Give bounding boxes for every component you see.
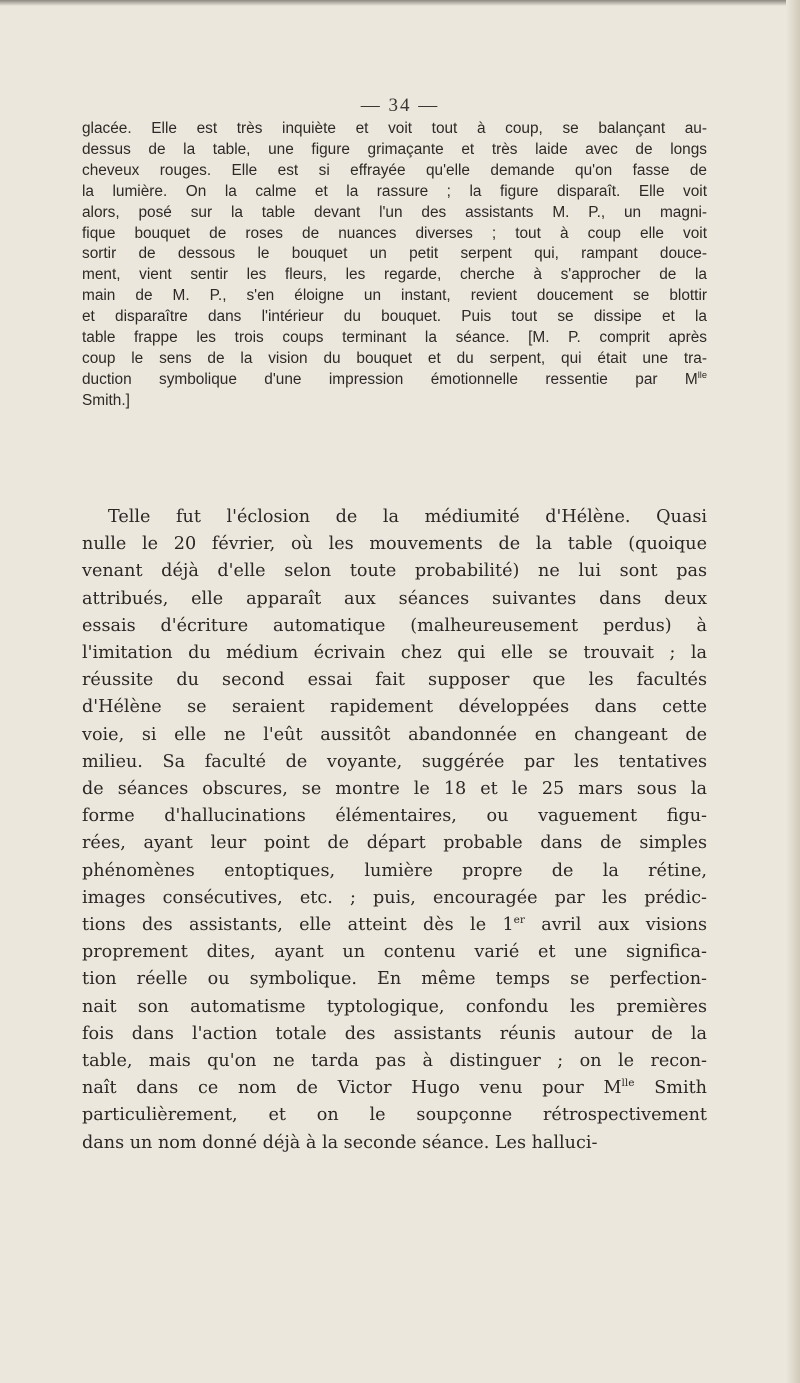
page-right-edge-shadow — [786, 0, 800, 1383]
text-line-with-superscript — [82, 370, 707, 391]
text-line: glacée. Elle est très inquiète et voit tout à coup, se balançant au- — [82, 120, 707, 137]
text-line: dessus de la table, une figure grimaçante et très laide avec de longs — [82, 140, 707, 158]
text-line: coup le sens de la vision du bouquet et du serpent, qui était une tra- — [82, 349, 707, 367]
text-line: phénomènes entoptiques, lumière propre de la rétine, — [82, 860, 707, 881]
text-line: ment, vient sentir les fleurs, les regarde, cherche à s'approcher de la — [82, 266, 707, 284]
text-fragment: duction symbolique d'une impression émotionnelle ressentie par M — [82, 370, 698, 388]
text-fragment: avril aux visions — [524, 915, 707, 936]
text-line: venant déjà d'elle selon toute probabilité) ne lui sont pas — [82, 561, 707, 582]
text-line: forme d'hallucinations élémentaires, ou vaguement figu- — [82, 806, 707, 827]
page-number: — 34 — — [360, 95, 440, 116]
text-line: table, mais qu'on ne tarda pas à distinguer ; on le recon- — [82, 1051, 707, 1072]
text-line: attribués, elle apparaît aux séances suivantes dans deux — [82, 588, 707, 609]
quoted-paragraph — [82, 119, 707, 412]
text-line: rées, ayant leur point de départ probable dans de simples — [82, 833, 707, 854]
text-line: fois dans l'action totale des assistants réunis autour de la — [82, 1023, 707, 1044]
text-line: essais d'écriture automatique (malheureusement perdus) à — [82, 615, 707, 636]
text-line: cheveux rouges. Elle est si effrayée qu'elle demande qu'on fasse de — [82, 161, 707, 179]
text-line: proprement dites, ayant un contenu varié et une significa- — [82, 942, 707, 963]
text-line: nulle le 20 février, où les mouvements de la table (quoique — [82, 534, 707, 555]
text-line: et disparaître dans l'intérieur du bouquet. Puis tout se dissipe et la — [82, 308, 707, 326]
text-line-with-superscript — [82, 912, 707, 939]
text-line: table frappe les trois coups terminant la séance. [M. P. comprit après — [82, 329, 707, 347]
text-line: tion réelle ou symbolique. En même temps se perfection- — [82, 969, 707, 990]
superscript: lle — [697, 369, 707, 380]
text-line: voie, si elle ne l'eût aussitôt abandonnée en changeant de — [82, 724, 707, 745]
page-top-edge — [0, 0, 800, 6]
text-line: alors, posé sur la table devant l'un des assistants M. P., un magni- — [82, 203, 707, 221]
text-line: sortir de dessous le bouquet un petit serpent qui, rampant douce- — [82, 245, 707, 263]
text-line: l'imitation du médium écrivain chez qui elle se trouvait ; la — [82, 643, 707, 664]
text-line: de séances obscures, se montre le 18 et le 25 mars sous la — [82, 779, 707, 800]
text-line: dans un nom donné déjà à la seconde séance. Les halluci- — [82, 1132, 598, 1153]
text-line: la lumière. On la calme et la rassure ; la figure disparaît. Elle voit — [82, 182, 707, 200]
main-paragraph — [82, 504, 707, 1157]
text-line: fique bouquet de roses de nuances diverses ; tout à coup elle voit — [82, 224, 707, 242]
text-fragment: Smith — [634, 1078, 707, 1099]
text-line: réussite du second essai fait supposer que les facultés — [82, 670, 707, 691]
text-line: images consécutives, etc. ; puis, encouragée par les prédic- — [82, 887, 707, 908]
text-line: particulièrement, et on le soupçonne rétrospectivement — [82, 1105, 707, 1126]
superscript: er — [513, 914, 525, 927]
text-fragment: tions des assistants, elle atteint dès le 1 — [82, 915, 514, 936]
text-line: milieu. Sa faculté de voyante, suggérée par les tentatives — [82, 751, 707, 772]
text-line: Telle fut l'éclosion de la médiumité d'Hélène. Quasi — [108, 507, 707, 527]
text-line: nait son automatisme typtologique, confondu les premières — [82, 996, 707, 1017]
text-line: Smith.] — [82, 391, 130, 409]
superscript: lle — [621, 1077, 635, 1090]
text-line: main de M. P., s'en éloigne un instant, revient doucement se blottir — [82, 287, 707, 305]
text-line-with-superscript — [82, 1075, 707, 1102]
text-fragment: naît dans ce nom de Victor Hugo venu pour M — [82, 1078, 622, 1099]
text-line: d'Hélène se seraient rapidement développées dans cette — [82, 697, 707, 718]
